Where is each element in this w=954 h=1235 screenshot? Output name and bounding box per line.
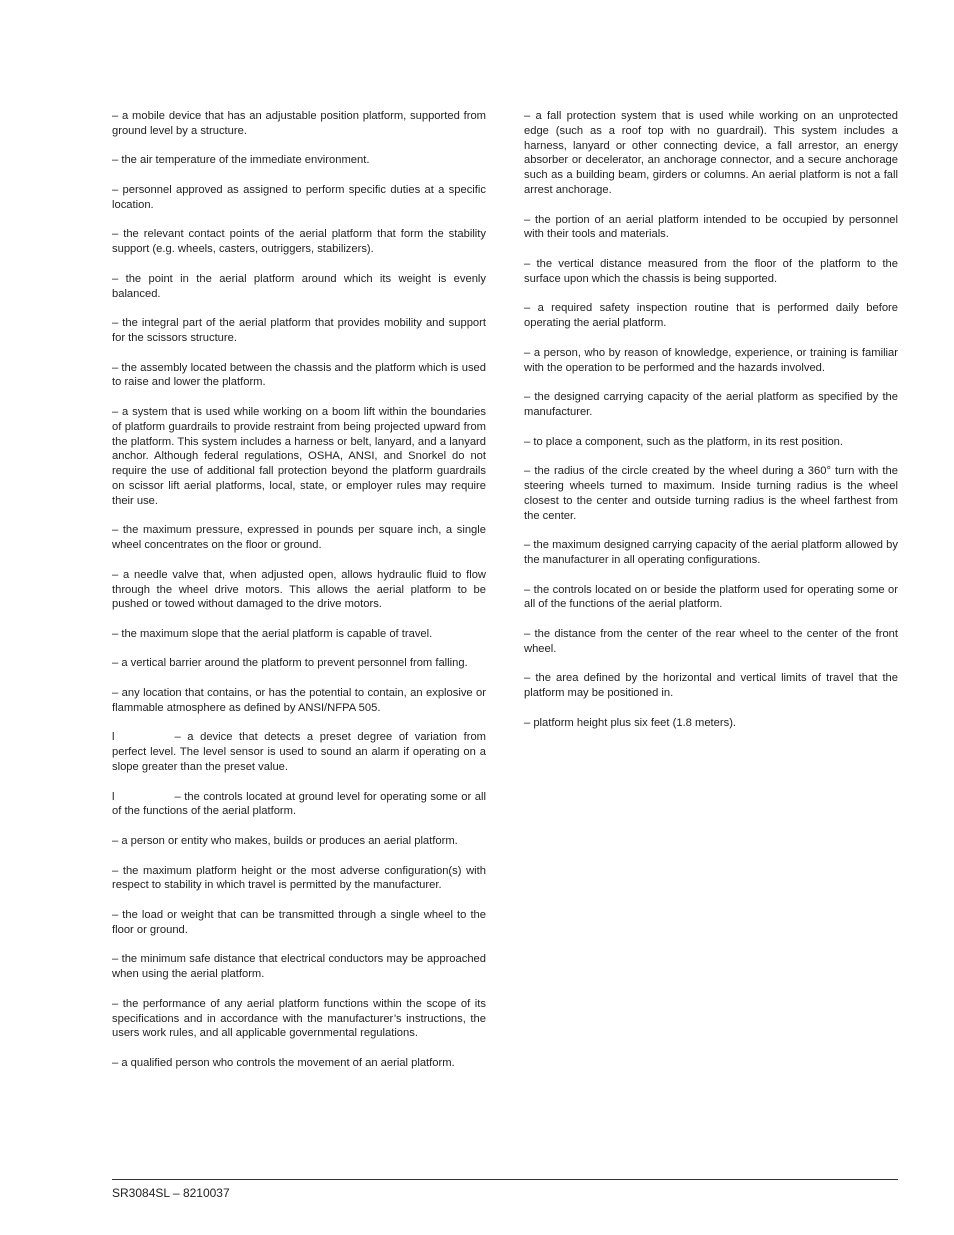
glossary-definition: – personnel approved as assigned to perform specific duties at a specific location. (112, 183, 486, 211)
glossary-entry (524, 109, 898, 198)
glossary-definition: – to place a component, such as the platform, in its rest position. (524, 435, 844, 448)
glossary-definition: – the maximum pressure, expressed in pounds per square inch, a single wheel concentrates on the floor or ground. (112, 524, 486, 552)
glossary-definition: – the load or weight that can be transmitted through a single wheel to the floor or ground. (112, 909, 486, 936)
glossary-definition: – a person, who by reason of knowledge, experience, or training is familiar with the operation to be performed and the hazards involved. (524, 346, 898, 374)
glossary-entry (112, 686, 486, 716)
glossary-definition: – the maximum slope that the aerial platform is capable of travel. (112, 627, 433, 640)
glossary-definition: – a required safety inspection routine that is performed daily before operating the aerial platform. (524, 302, 898, 330)
glossary-entry (524, 213, 898, 243)
glossary-definition: – the vertical distance measured from the floor of the platform to the surface upon which the chassis is being supported. (524, 257, 898, 285)
glossary-definition: – the air temperature of the immediate environment. (112, 154, 370, 167)
glossary-definition: – a device that detects a preset degree of variation from perfect level. The level sensor is used to sound an alarm if operating on a slope greater than the preset value. (112, 731, 486, 774)
glossary-entry-lead: l (112, 731, 115, 744)
left-column (112, 109, 486, 1086)
glossary-definition: – the radius of the circle created by the wheel during a 360° turn with the steering wheels turned to maximum. Inside turning radius is the wheel closest to the center and outside turning radius is the wheel farthest from the center. (524, 465, 898, 522)
footer-doc-id: SR3084SL – 8210037 (112, 1186, 230, 1200)
glossary-definition: – the distance from the center of the rear wheel to the center of the front wheel. (524, 627, 898, 655)
glossary-definition: – a person or entity who makes, builds or produces an aerial platform. (112, 835, 458, 848)
glossary-entry (524, 538, 898, 568)
glossary-entry (524, 716, 898, 731)
glossary-definition: – any location that contains, or has the potential to contain, an explosive or flammable atmosphere as defined by ANSI/NFPA 505. (112, 687, 486, 714)
glossary-entry (524, 671, 898, 701)
glossary-definition: – the maximum designed carrying capacity of the aerial platform allowed by the manufacturer in all operating configurations. (524, 539, 898, 566)
glossary-entry (112, 272, 486, 302)
glossary-entry (112, 864, 486, 894)
glossary-definition: – the relevant contact points of the aerial platform that form the stability support (e.g. wheels, casters, outriggers, stabilizers). (112, 228, 486, 256)
glossary-definition: – the assembly located between the chassis and the platform which is used to raise and lower the platform. (112, 361, 486, 389)
glossary-entry (112, 656, 486, 671)
glossary-entry (112, 405, 486, 509)
glossary-entry (112, 227, 486, 257)
glossary-entry (524, 627, 898, 657)
glossary-entry (112, 997, 486, 1041)
footer-rule (112, 1179, 898, 1180)
glossary-definition: – the controls located at ground level for operating some or all of the functions of the aerial platform. (112, 790, 486, 818)
glossary-entry (524, 301, 898, 331)
glossary-definition: – platform height plus six feet (1.8 meters). (524, 716, 737, 729)
glossary-entry (112, 109, 486, 139)
glossary-entry (524, 583, 898, 613)
glossary-definition: – a system that is used while working on a boom lift within the boundaries of platform guardrails to provide restraint from being projected upward from the platform. This system includes a harness or belt, lanyard, and a lanyard anchor. Although federal regulations, OSHA, ANSI, and Snorkel do not require the use of additional fall protection beyond the platform guardrails on scissor lift aerial platforms, local, state, or employer rules may require their use. (112, 405, 486, 507)
glossary-entry (112, 1056, 486, 1071)
glossary-definition: – the maximum platform height or the most adverse configuration(s) with respect to stability in which travel is permitted by the manufacturer. (112, 864, 486, 892)
glossary-entry (524, 435, 898, 450)
glossary-entry (112, 153, 486, 168)
glossary-entry (524, 464, 898, 523)
glossary-entry (112, 523, 486, 553)
right-column (524, 109, 898, 745)
glossary-entry (112, 730, 486, 774)
glossary-entry (112, 627, 486, 642)
glossary-definition: – a mobile device that has an adjustable position platform, supported from ground level by a structure. (112, 110, 486, 137)
glossary-entry (112, 952, 486, 982)
glossary-definition: – a needle valve that, when adjusted open, allows hydraulic fluid to flow through the wheel drive motors. This allows the aerial platform to be pushed or towed without damaged to the drive motors. (112, 568, 486, 611)
glossary-definition: – the performance of any aerial platform functions within the scope of its specifications and in accordance with the manufacturer’s instructions, the users work rules, and all applicable governmental regulations. (112, 997, 486, 1040)
glossary-entry (524, 257, 898, 287)
glossary-entry-lead: l (112, 790, 115, 803)
glossary-entry (112, 790, 486, 820)
glossary-entry (112, 183, 486, 213)
glossary-definition: – a fall protection system that is used while working on an unprotected edge (such as a roof top with no guardrail). This system includes a harness, lanyard or other connecting device, a fall arrestor, an energy absorber or decelerator, an anchorage connector, and a secure anchorage such as a building beam, girders or columns. An aerial platform is not a fall arrest anchorage. (524, 110, 898, 196)
glossary-definition: – a qualified person who controls the movement of an aerial platform. (112, 1057, 455, 1069)
glossary-entry (112, 908, 486, 938)
glossary-entry (112, 834, 486, 849)
glossary-definition: – the area defined by the horizontal and vertical limits of travel that the platform may be positioned in. (524, 672, 898, 700)
glossary-entry (112, 316, 486, 346)
glossary-definition: – the controls located on or beside the platform used for operating some or all of the functions of the aerial platform. (524, 583, 898, 611)
glossary-entry (112, 568, 486, 612)
glossary-definition: – the integral part of the aerial platform that provides mobility and support for the scissors structure. (112, 317, 486, 344)
glossary-entry (524, 346, 898, 376)
glossary-definition: – the point in the aerial platform around which its weight is evenly balanced. (112, 272, 486, 300)
glossary-definition: – the minimum safe distance that electrical conductors may be approached when using the aerial platform. (112, 953, 486, 981)
glossary-definition: – a vertical barrier around the platform to prevent personnel from falling. (112, 657, 468, 670)
glossary-entry (112, 361, 486, 391)
glossary-entry (524, 390, 898, 420)
glossary-definition: – the portion of an aerial platform intended to be occupied by personnel with their tools and materials. (524, 213, 898, 241)
glossary-definition: – the designed carrying capacity of the aerial platform as specified by the manufacturer. (524, 391, 898, 418)
